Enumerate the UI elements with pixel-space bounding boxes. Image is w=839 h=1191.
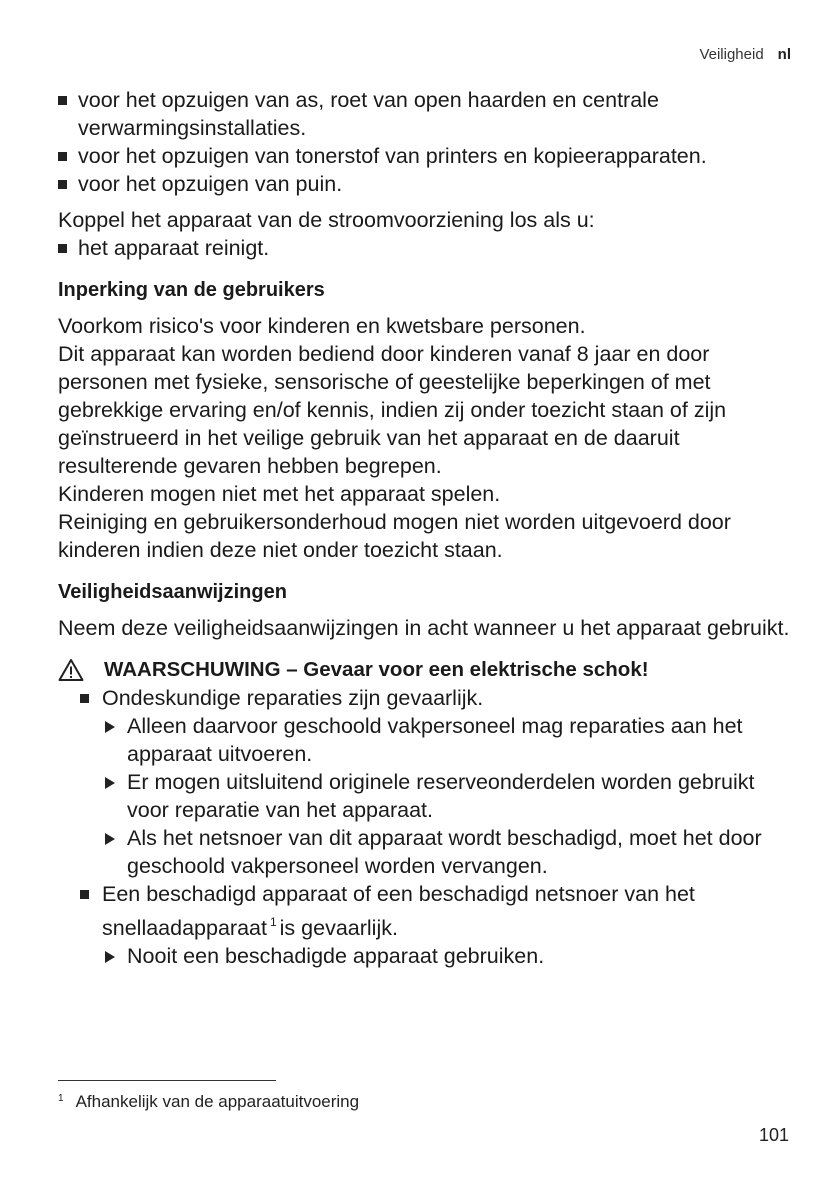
restriction-line: Dit apparaat kan worden bediend door kinderen vanaf 8 jaar en door personen met fysieke, sensorische of geestelijke beperkingen of met gebrekkige ervaring en/of kennis, indien zij onder toezicht staan of zijn geïnstrueerd in het veilige gebruik van het apparaat en de daaruit resulterende gevaren hebben begrepen. <box>58 342 727 478</box>
disconnect-list <box>58 234 793 262</box>
safety-text: Neem deze veiligheidsaanwijzingen in acht wanneer u het apparaat gebruikt. <box>58 616 790 640</box>
footnote <box>58 1092 359 1112</box>
footnote-divider <box>58 1080 276 1081</box>
warning-item-text: Ondeskundige reparaties zijn gevaarlijk. <box>102 686 484 710</box>
restriction-line: Voorkom risico's voor kinderen en kwetsbare personen. <box>58 314 586 338</box>
warning-title-text: WAARSCHUWING – Gevaar voor een elektrische schok! <box>104 658 649 681</box>
list-item: het apparaat reinigt. <box>58 234 793 262</box>
warning-item <box>80 880 793 942</box>
warning-triangle-icon <box>58 658 84 682</box>
list-item: voor het opzuigen van puin. <box>58 170 793 198</box>
page-header <box>699 46 791 63</box>
warning-steps <box>80 942 793 970</box>
step-item: Er mogen uitsluitend originele reserveonderdelen worden gebruikt voor reparatie van het apparaat. <box>105 768 793 824</box>
intro-list <box>58 86 793 198</box>
warning-steps <box>80 712 793 880</box>
restriction-heading: Inperking van de gebruikers <box>58 279 325 301</box>
step-item: Nooit een beschadigde apparaat gebruiken. <box>105 942 793 970</box>
page-content <box>58 86 793 970</box>
footnote-text: Afhankelijk van de apparaatuitvoering <box>75 1092 360 1111</box>
restriction-line: Reiniging en gebruikersonderhoud mogen niet worden uitgevoerd door kinderen indien deze niet onder toezicht staan. <box>58 510 731 562</box>
warning-list <box>80 684 793 712</box>
restriction-line: Kinderen mogen niet met het apparaat spelen. <box>58 482 501 506</box>
section-label: Veiligheid <box>699 46 764 63</box>
footnote-mark: 1 <box>58 1093 64 1104</box>
step-item: Als het netsnoer van dit apparaat wordt beschadigd, moet het door geschoold vakpersoneel worden vervangen. <box>105 824 793 880</box>
list-item: voor het opzuigen van tonerstof van printers en kopieerapparaten. <box>58 142 793 170</box>
warning-item-text-end: is gevaarlijk. <box>279 916 398 940</box>
warning-body <box>58 684 793 970</box>
warning-title <box>58 656 793 684</box>
safety-heading: Veiligheidsaanwijzingen <box>58 581 287 603</box>
warning-item-text: Een beschadigd apparaat of een beschadigd netsnoer van het snellaadapparaat <box>102 882 695 940</box>
list-item: voor het opzuigen van as, roet van open haarden en centrale verwarmingsinstallaties. <box>58 86 793 142</box>
page-number: 101 <box>758 1125 789 1145</box>
footnote-ref: 1 <box>269 915 277 929</box>
disconnect-text: Koppel het apparaat van de stroomvoorziening los als u: <box>58 208 595 232</box>
language-code: nl <box>777 46 791 63</box>
step-item: Alleen daarvoor geschoold vakpersoneel mag reparaties aan het apparaat uitvoeren. <box>105 712 793 768</box>
warning-list <box>80 880 793 942</box>
warning-item <box>80 684 793 712</box>
